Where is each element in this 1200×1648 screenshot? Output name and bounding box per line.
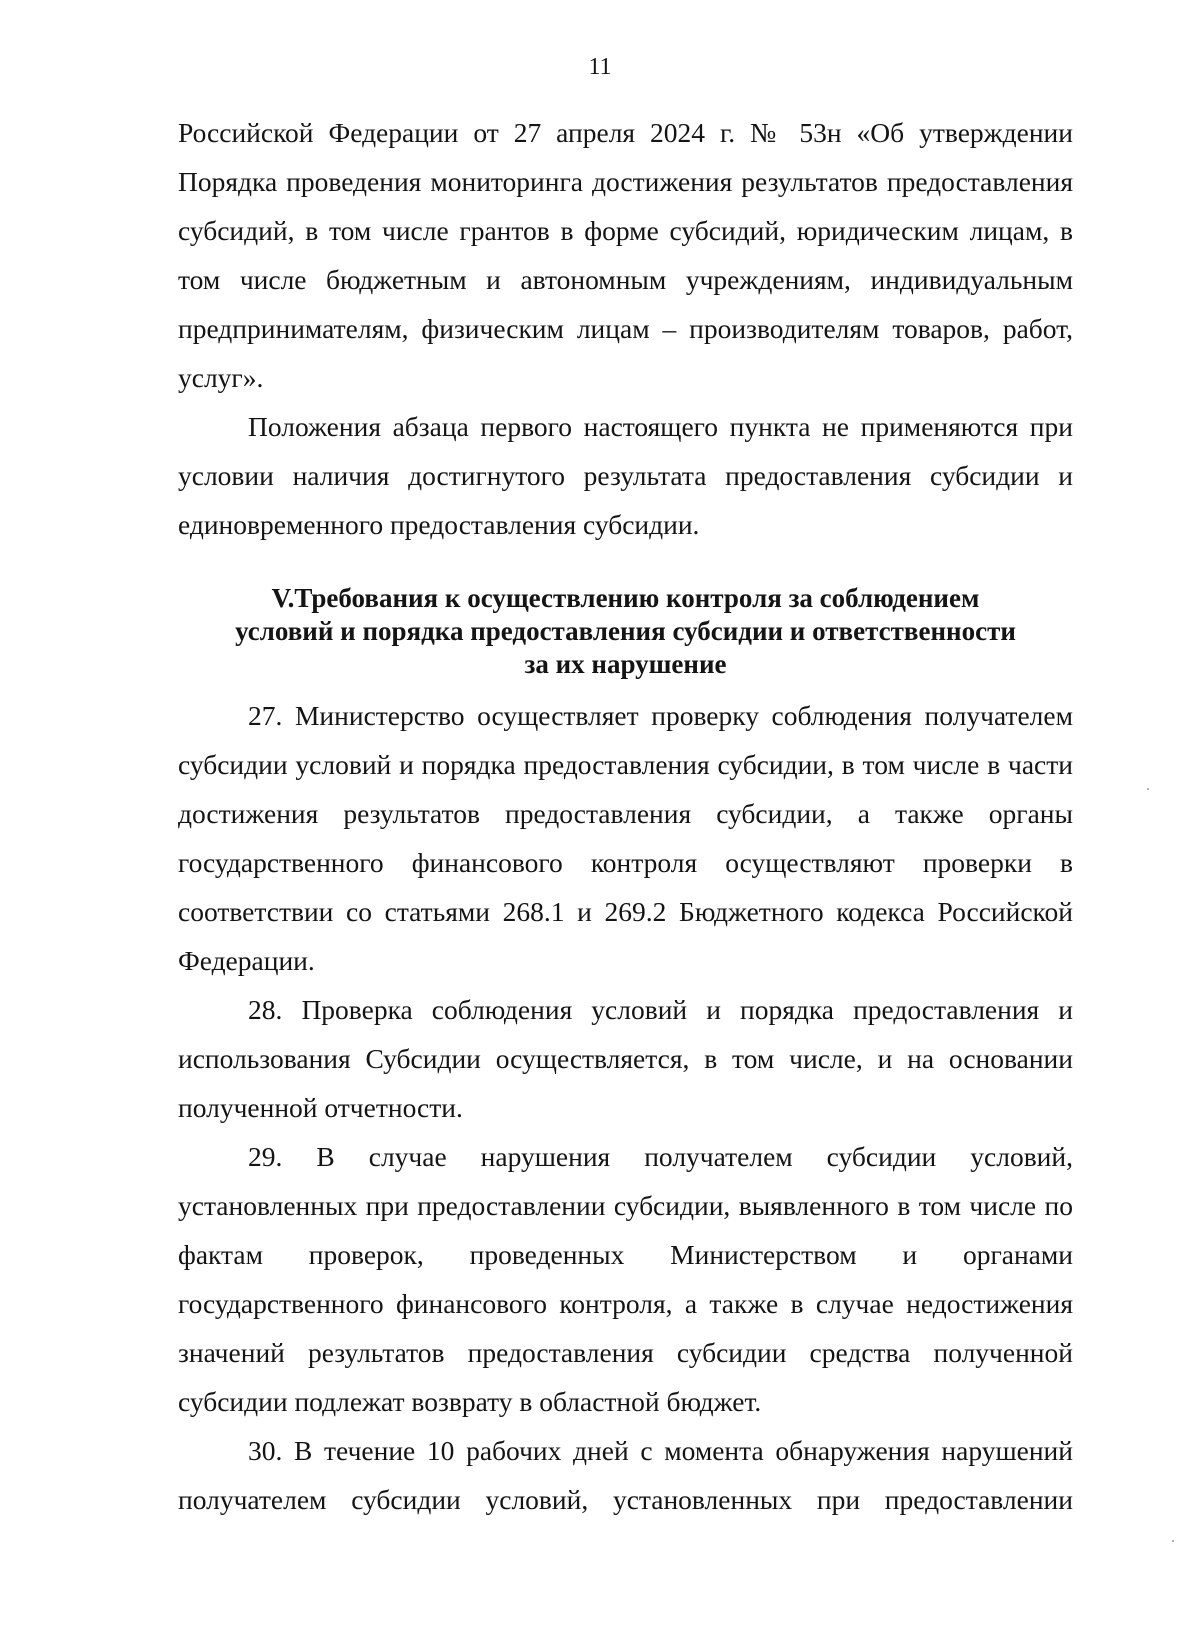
- section-heading-line: условий и порядка предоставления субсидии и ответственности: [235, 616, 1016, 646]
- document-body: [178, 108, 1073, 1524]
- paragraph-item-27: 27. Министерство осуществляет проверку соблюдения получателем субсидии условий и порядка предоставления субсидии, в том числе в части достижения результатов предоставления субсидии, а также органы государственного финансового контроля осуществляют проверки в соответствии со статьями 268.1 и 269.2 Бюджетного кодекса Российской Федерации.: [178, 700, 1073, 976]
- page-number: 11: [588, 54, 612, 80]
- paragraph-note: Положения абзаца первого настоящего пункта не применяются при условии наличия достигнутого результата предоставления субсидии и единовременного предоставления субсидии.: [178, 411, 1073, 540]
- section-heading-line: V.Требования к осуществлению контроля за соблюдением: [271, 583, 980, 613]
- section-heading-line: за их нарушение: [524, 649, 727, 679]
- section-heading: [178, 582, 1073, 681]
- paragraph-item-29: 29. В случае нарушения получателем субсидии условий, установленных при предоставлении субсидии, выявленного в том числе по фактам проверок, проведенных Министерством и органами государственного финансового контроля, а также в случае недостижения значений результатов предоставления субсидии средства полученной субсидии подлежат возврату в областной бюджет.: [178, 1141, 1073, 1417]
- paragraph-continuation: Российской Федерации от 27 апреля 2024 г. № 53н «Об утверждении Порядка проведения мониторинга достижения результатов предоставления субсидий, в том числе грантов в форме субсидий, юридическим лицам, в том числе бюджетным и автономным учреждениям, индивидуальным предпринимателям, физическим лицам – производителям товаров, работ, услуг».: [178, 117, 1073, 393]
- scan-speck: [1172, 1540, 1174, 1542]
- scan-speck: [1147, 788, 1149, 790]
- paragraph-item-28: 28. Проверка соблюдения условий и порядка предоставления и использования Субсидии осуществляется, в том числе, и на основании полученной отчетности.: [178, 994, 1073, 1123]
- paragraph-item-30: 30. В течение 10 рабочих дней с момента обнаружения нарушений получателем субсидии условий, установленных при предоставлении: [178, 1435, 1073, 1515]
